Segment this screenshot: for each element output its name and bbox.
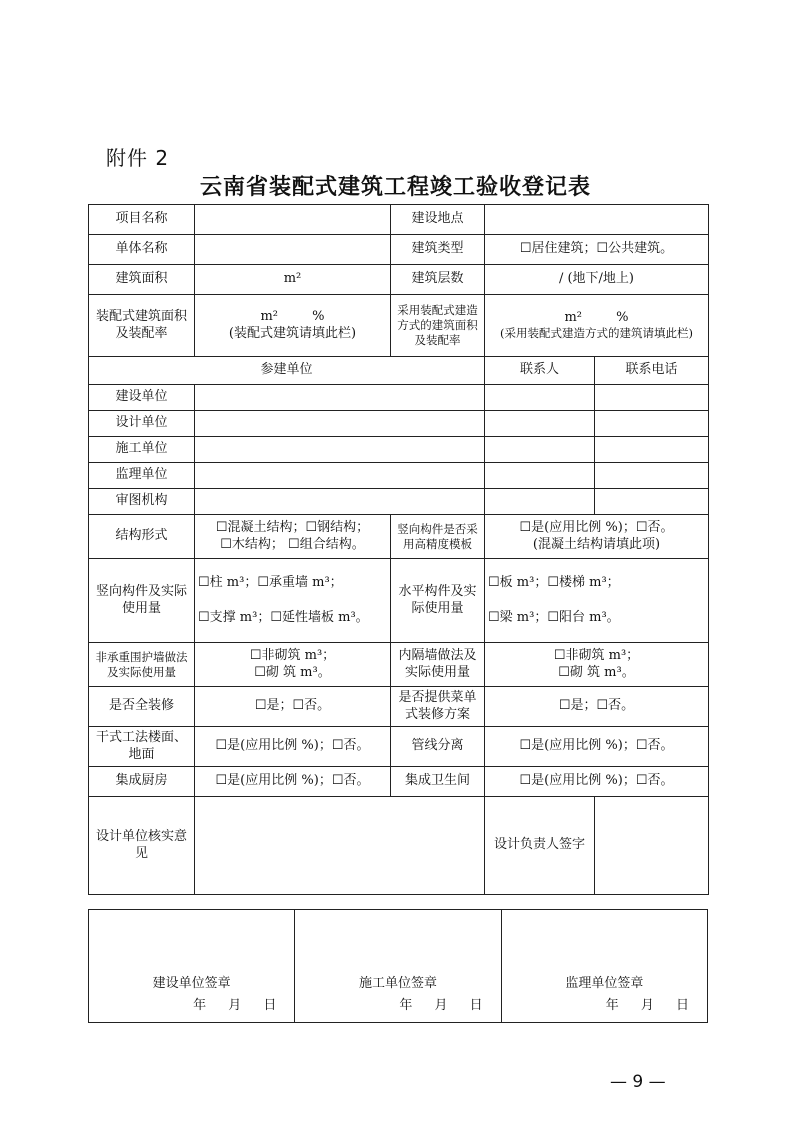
design-opinion-label: 设计单位核实意见 [89,797,195,895]
review-unit-field[interactable] [195,489,485,515]
supervision-phone-field[interactable] [595,463,709,489]
review-unit-label: 审图机构 [89,489,195,515]
nonbearing-line1: ☐非砌筑 m³； [249,647,336,663]
table-row [89,559,709,643]
method-area-label: 采用装配式建造方式的建筑面积及装配率 [391,295,485,357]
design-unit-label: 设计单位 [89,411,195,437]
partition-line2: ☐砌 筑 m³。 [558,664,635,680]
supervision-signature-date: 年 月 日 [605,998,689,1013]
vertical-members-field[interactable] [195,559,391,643]
nonbearing-line2: ☐砌 筑 m³。 [254,664,331,680]
construction-contact-field[interactable] [485,385,595,411]
signature-table [88,909,708,1023]
area-label: 建筑面积 [89,265,195,295]
builder-unit-field[interactable] [195,437,485,463]
review-phone-field[interactable] [595,489,709,515]
full-decoration-label: 是否全装修 [89,687,195,727]
method-area-field[interactable] [485,295,709,357]
vertical-template-line1: ☐是(应用比例 %)；☐否。 [519,519,674,535]
construction-unit-field[interactable] [195,385,485,411]
vertical-template-options[interactable] [485,515,709,559]
builder-signature-label: 施工单位签章 [358,976,437,991]
kitchen-options[interactable]: ☐是(应用比例 %)；☐否。 [195,767,391,797]
menu-decoration-options[interactable]: ☐是；☐否。 [485,687,709,727]
builder-signature-cell[interactable] [295,910,501,1023]
table-row [89,205,709,235]
supervision-unit-field[interactable] [195,463,485,489]
floors-label: 建筑层数 [391,265,485,295]
horizontal-members-line1: ☐板 m³；☐楼梯 m³； [488,574,620,590]
project-name-label: 项目名称 [89,205,195,235]
table-row [89,643,709,687]
builder-phone-field[interactable] [595,437,709,463]
table-row [89,489,709,515]
page-number: — 9 — [610,1072,666,1092]
structure-form-label: 结构形式 [89,515,195,559]
method-area-units: m² % [564,309,629,325]
method-area-note: (采用装配式建造方式的建筑请填此栏) [500,326,693,341]
kitchen-label: 集成厨房 [89,767,195,797]
area-field[interactable]: m² [195,265,391,295]
horizontal-members-label: 水平构件及实际使用量 [391,559,485,643]
vertical-template-label: 竖向构件是否采用高精度模板 [391,515,485,559]
nonbearing-wall-label: 非承重围护墙做法及实际使用量 [89,643,195,687]
table-row [89,437,709,463]
participants-header: 参建单位 [89,357,485,385]
vertical-members-line2: ☐支撑 m³；☐延性墙板 m³。 [198,609,369,625]
table-row [89,385,709,411]
table-row [89,767,709,797]
nonbearing-wall-field[interactable] [195,643,391,687]
design-phone-field[interactable] [595,411,709,437]
pipe-separation-options[interactable]: ☐是(应用比例 %)；☐否。 [485,727,709,767]
attachment-label: 附件 2 [106,146,170,170]
structure-options-line1: ☐混凝土结构；☐钢结构； [215,519,370,535]
partition-line1: ☐非砌筑 m³； [553,647,640,663]
builder-unit-label: 施工单位 [89,437,195,463]
construction-signature-label: 建设单位签章 [152,976,231,991]
build-type-options[interactable]: ☐居住建筑；☐公共建筑。 [485,235,709,265]
table-row [89,235,709,265]
design-opinion-field[interactable] [195,797,485,895]
phone-header: 联系电话 [595,357,709,385]
builder-signature-date: 年 月 日 [399,998,483,1013]
unit-name-label: 单体名称 [89,235,195,265]
prefab-area-units: m² % [260,308,325,324]
pipe-separation-label: 管线分离 [391,727,485,767]
project-name-field[interactable] [195,205,391,235]
contact-header: 联系人 [485,357,595,385]
bathroom-options[interactable]: ☐是(应用比例 %)；☐否。 [485,767,709,797]
build-location-label: 建设地点 [391,205,485,235]
table-row [89,463,709,489]
dry-floor-options[interactable]: ☐是(应用比例 %)；☐否。 [195,727,391,767]
design-contact-field[interactable] [485,411,595,437]
design-unit-field[interactable] [195,411,485,437]
supervision-contact-field[interactable] [485,463,595,489]
dry-floor-label: 干式工法楼面、地面 [89,727,195,767]
horizontal-members-field[interactable] [485,559,709,643]
table-row [89,411,709,437]
table-row [89,687,709,727]
prefab-area-label: 装配式建筑面积及装配率 [89,295,195,357]
build-type-label: 建筑类型 [391,235,485,265]
builder-contact-field[interactable] [485,437,595,463]
table-row [89,265,709,295]
vertical-members-label: 竖向构件及实际使用量 [89,559,195,643]
prefab-area-note: (装配式建筑请填此栏) [228,325,357,341]
full-decoration-options[interactable]: ☐是；☐否。 [195,687,391,727]
construction-unit-label: 建设单位 [89,385,195,411]
vertical-members-line1: ☐柱 m³；☐承重墙 m³； [198,574,343,590]
prefab-area-field[interactable] [195,295,391,357]
supervision-unit-label: 监理单位 [89,463,195,489]
supervision-signature-label: 监理单位签章 [565,976,644,991]
review-contact-field[interactable] [485,489,595,515]
design-signer-label: 设计负责人签字 [485,797,595,895]
bathroom-label: 集成卫生间 [391,767,485,797]
design-signer-field[interactable] [595,797,709,895]
menu-decoration-label: 是否提供菜单式装修方案 [391,687,485,727]
table-row [89,295,709,357]
construction-signature-cell[interactable] [89,910,295,1023]
table-row [89,515,709,559]
construction-signature-date: 年 月 日 [193,998,277,1013]
construction-phone-field[interactable] [595,385,709,411]
structure-form-options[interactable] [195,515,391,559]
floors-field[interactable]: / (地下/地上) [485,265,709,295]
vertical-template-line2: (混凝土结构请填此项) [532,536,661,552]
table-row [89,357,709,385]
registration-table [88,204,709,895]
supervision-signature-cell[interactable] [501,910,707,1023]
unit-name-field[interactable] [195,235,391,265]
table-row [89,797,709,895]
partition-wall-label: 内隔墙做法及实际使用量 [391,643,485,687]
table-row [89,727,709,767]
build-location-field[interactable] [485,205,709,235]
structure-options-line2: ☐木结构； ☐组合结构。 [220,536,365,552]
form-title: 云南省装配式建筑工程竣工验收登记表 [199,174,591,200]
partition-wall-field[interactable] [485,643,709,687]
horizontal-members-line2: ☐梁 m³；☐阳台 m³。 [488,609,620,625]
